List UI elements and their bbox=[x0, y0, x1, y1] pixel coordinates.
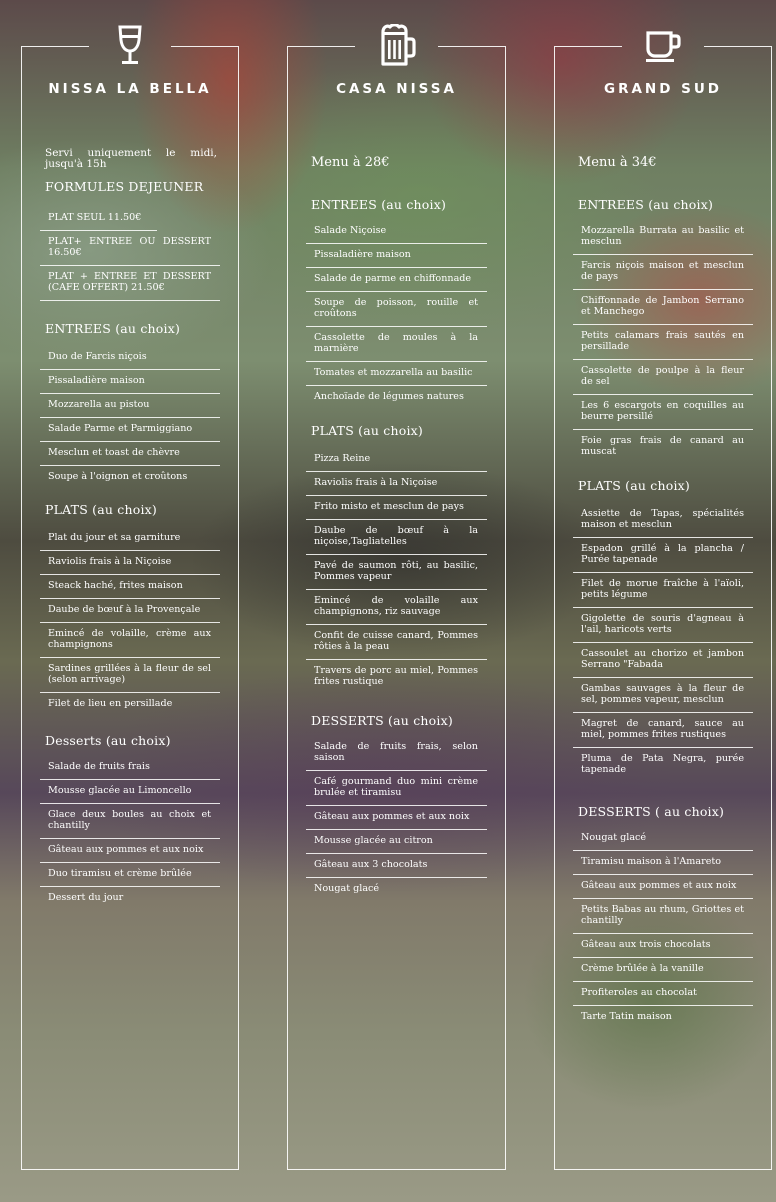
list-item: Salade de fruits frais, selon saison bbox=[306, 736, 487, 771]
list-item: Farcis niçois maison et mesclun de pays bbox=[573, 255, 753, 290]
section-title: PLATS (au choix) bbox=[45, 502, 157, 517]
list-item: Confit de cuisse canard, Pommes rôties à la peau bbox=[306, 625, 487, 660]
section-title: DESSERTS (au choix) bbox=[311, 713, 453, 728]
list-item: Nougat glacé bbox=[573, 827, 753, 851]
list-item: Steack haché, frites maison bbox=[40, 575, 220, 599]
beer-mug-icon bbox=[375, 24, 419, 68]
list-item: Mozzarella Burrata au basilic et mesclun bbox=[573, 220, 753, 255]
list-item: Filet de lieu en persillade bbox=[48, 698, 173, 709]
list-item: Soupe de poisson, rouille et croûtons bbox=[306, 292, 487, 327]
list-item: Mesclun et toast de chèvre bbox=[40, 442, 220, 466]
list-item: Assiette de Tapas, spécialités maison et mesclun bbox=[573, 503, 753, 538]
list-item: Gambas sauvages à la fleur de sel, pommes vapeur, mesclun bbox=[573, 678, 753, 713]
menu-price: Menu à 28€ bbox=[311, 155, 390, 170]
list-item: Crème brûlée à la vanille bbox=[573, 958, 753, 982]
list-item: Nougat glacé bbox=[314, 883, 380, 894]
list-item: Emincé de volaille aux champignons, riz sauvage bbox=[306, 590, 487, 625]
section-title: PLATS (au choix) bbox=[578, 478, 690, 493]
list-item: Pluma de Pata Negra, purée tapenade bbox=[581, 753, 744, 775]
coffee-cup-icon bbox=[641, 24, 685, 68]
list-item: Frito misto et mesclun de pays bbox=[306, 496, 487, 520]
list-item: Pizza Reine bbox=[306, 448, 487, 472]
list-item: PLAT + ENTREE ET DESSERT (CAFE OFFERT) 21.50€ bbox=[40, 266, 220, 301]
list-item: Les 6 escargots en coquilles au beurre persillé bbox=[573, 395, 753, 430]
list-item: Gigolette de souris d'agneau à l'ail, haricots verts bbox=[573, 608, 753, 643]
section-title: ENTREES (au choix) bbox=[578, 197, 714, 212]
list-item: Magret de canard, sauce au miel, pommes frites rustiques bbox=[573, 713, 753, 748]
section-title: DESSERTS ( au choix) bbox=[578, 804, 725, 819]
list-item: Soupe à l'oignon et croûtons bbox=[48, 471, 188, 482]
list-item: Glace deux boules au choix et chantilly bbox=[40, 804, 220, 839]
list-item: Profiteroles au chocolat bbox=[573, 982, 753, 1006]
service-note: Servi uniquement le midi, jusqu'à 15h bbox=[45, 147, 217, 170]
list-item: Duo de Farcis niçois bbox=[40, 346, 220, 370]
section-title: PLATS (au choix) bbox=[311, 423, 423, 438]
list-item: Cassolette de moules à la marnière bbox=[306, 327, 487, 362]
list-item: Pavé de saumon rôti, au basilic, Pommes vapeur bbox=[306, 555, 487, 590]
list-item: Foie gras frais de canard au muscat bbox=[581, 435, 744, 457]
list-item: Pissaladière maison bbox=[40, 370, 220, 394]
list-item: Daube de bœuf à la niçoise,Tagliatelles bbox=[306, 520, 487, 555]
section-list bbox=[40, 346, 220, 489]
section-title: Desserts (au choix) bbox=[45, 733, 171, 748]
list-item: Espadon grillé à la plancha / Purée tapenade bbox=[573, 538, 753, 573]
list-item: Cassoulet au chorizo et jambon Serrano "Fabada bbox=[573, 643, 753, 678]
menu-column-casa-nissa bbox=[287, 46, 506, 1170]
list-item: Salade Niçoise bbox=[306, 220, 487, 244]
list-item: Gâteau aux trois chocolats bbox=[573, 934, 753, 958]
list-item: Duo tiramisu et crème brûlée bbox=[40, 863, 220, 887]
section-list bbox=[306, 736, 487, 901]
list-item: Raviolis frais à la Niçoise bbox=[40, 551, 220, 575]
formules-list bbox=[40, 207, 220, 301]
list-item: Plat du jour et sa garniture bbox=[40, 527, 220, 551]
list-item: Emincé de volaille, crème aux champignons bbox=[40, 623, 220, 658]
menu-column-grand-sud bbox=[554, 46, 772, 1170]
list-item: Gâteau aux pommes et aux noix bbox=[306, 806, 487, 830]
list-item: Salade de parme en chiffonnade bbox=[306, 268, 487, 292]
column-title: NISSA LA BELLA bbox=[48, 81, 212, 97]
section-list bbox=[40, 756, 220, 910]
list-item: Daube de bœuf à la Provençale bbox=[40, 599, 220, 623]
list-item: Café gourmand duo mini crème brulée et tiramisu bbox=[306, 771, 487, 806]
list-item: Mozzarella au pistou bbox=[40, 394, 220, 418]
list-item: Dessert du jour bbox=[48, 892, 124, 903]
section-list bbox=[573, 220, 753, 464]
wine-glass-icon bbox=[108, 24, 152, 68]
section-title: ENTREES (au choix) bbox=[45, 321, 181, 336]
list-item: Gâteau aux pommes et aux noix bbox=[40, 839, 220, 863]
section-list bbox=[306, 220, 487, 409]
section-list bbox=[573, 503, 753, 782]
list-item: Cassolette de poulpe à la fleur de sel bbox=[573, 360, 753, 395]
list-item: Mousse glacée au Limoncello bbox=[40, 780, 220, 804]
list-item: Petits calamars frais sautés en persillade bbox=[573, 325, 753, 360]
section-title: ENTREES (au choix) bbox=[311, 197, 447, 212]
menu-price: Menu à 34€ bbox=[578, 155, 657, 170]
list-item: Tomates et mozzarella au basilic bbox=[306, 362, 487, 386]
section-list bbox=[573, 827, 753, 1029]
list-item: Petits Babas au rhum, Griottes et chantilly bbox=[573, 899, 753, 934]
list-item: PLAT+ ENTREE OU DESSERT 16.50€ bbox=[40, 231, 220, 266]
section-list bbox=[306, 448, 487, 694]
column-title: GRAND SUD bbox=[603, 81, 723, 97]
list-item: Sardines grillées à la fleur de sel (selon arrivage) bbox=[40, 658, 220, 693]
list-item: Tarte Tatin maison bbox=[581, 1011, 672, 1022]
list-item: PLAT SEUL 11.50€ bbox=[40, 207, 157, 231]
list-item: Raviolis frais à la Niçoise bbox=[306, 472, 487, 496]
list-item: Anchoïade de légumes natures bbox=[314, 391, 464, 402]
section-list bbox=[40, 527, 220, 716]
list-item: Salade Parme et Parmiggiano bbox=[40, 418, 220, 442]
list-item: Salade de fruits frais bbox=[40, 756, 220, 780]
list-item: Filet de morue fraîche à l'aïoli, petits légume bbox=[573, 573, 753, 608]
list-item: Chiffonnade de Jambon Serrano et Manchego bbox=[573, 290, 753, 325]
formules-heading: FORMULES DEJEUNER bbox=[45, 179, 204, 194]
list-item: Tiramisu maison à l'Amareto bbox=[573, 851, 753, 875]
column-title: CASA NISSA bbox=[336, 81, 457, 97]
menu-column-nissa-la-bella bbox=[21, 46, 239, 1170]
list-item: Mousse glacée au citron bbox=[306, 830, 487, 854]
list-item: Travers de porc au miel, Pommes frites rustique bbox=[314, 665, 478, 687]
list-item: Gâteau aux 3 chocolats bbox=[306, 854, 487, 878]
list-item: Pissaladière maison bbox=[306, 244, 487, 268]
list-item: Gâteau aux pommes et aux noix bbox=[573, 875, 753, 899]
